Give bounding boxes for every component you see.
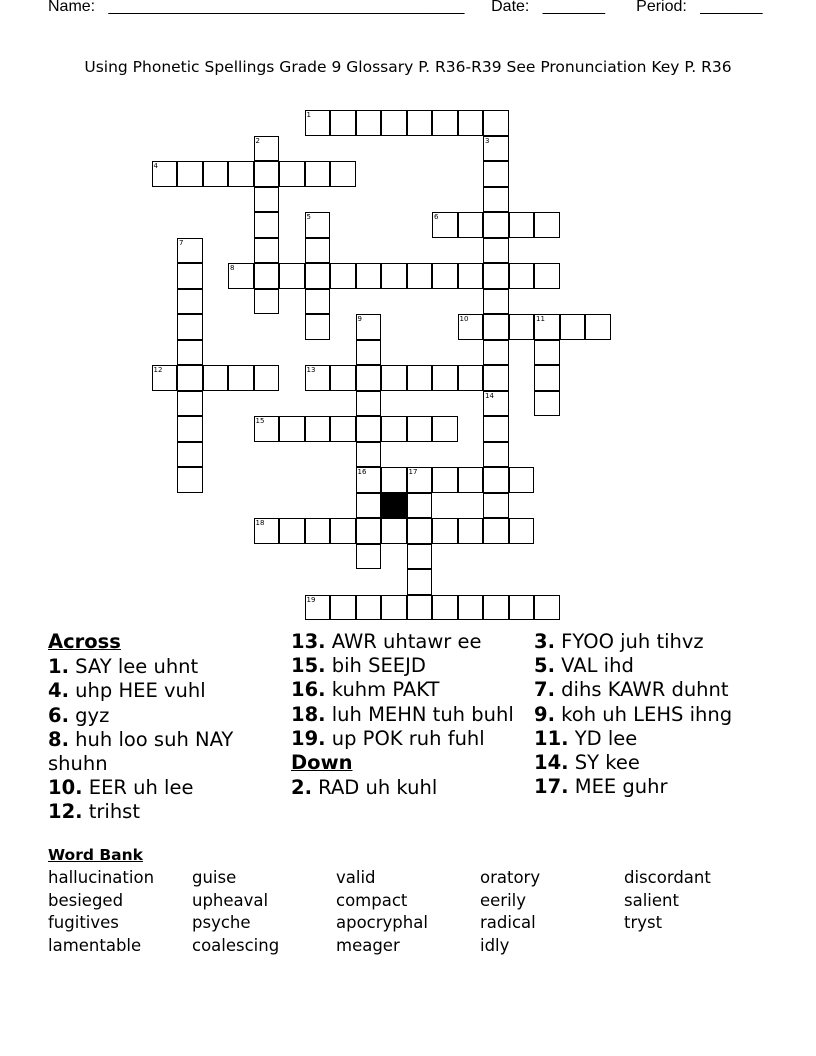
crossword-cell[interactable] bbox=[458, 263, 484, 289]
crossword-cell[interactable] bbox=[305, 289, 331, 315]
crossword-cell[interactable] bbox=[483, 595, 509, 621]
clue-number: 1 bbox=[306, 111, 311, 119]
crossword-cell[interactable] bbox=[254, 161, 280, 187]
word-bank-word: guise bbox=[192, 868, 237, 887]
word-bank-word: oratory bbox=[480, 868, 541, 887]
crossword-cell[interactable] bbox=[407, 467, 433, 493]
crossword-cell[interactable] bbox=[177, 238, 203, 264]
crossword-cell[interactable] bbox=[534, 212, 560, 238]
clue-item-text: YD lee bbox=[568, 726, 638, 750]
clue-item bbox=[291, 678, 527, 702]
crossword-cell[interactable] bbox=[483, 263, 509, 289]
clue-item bbox=[291, 630, 527, 654]
crossword-cell[interactable] bbox=[305, 263, 331, 289]
crossword-cell[interactable] bbox=[254, 238, 280, 264]
clue-item-number: 5. bbox=[534, 654, 555, 678]
clue-item bbox=[534, 654, 804, 678]
clue-number: 16 bbox=[357, 468, 367, 476]
clue-number: 11 bbox=[536, 315, 545, 323]
crossword-cell[interactable] bbox=[509, 467, 535, 493]
crossword-cell[interactable] bbox=[177, 161, 203, 187]
crossword-cell[interactable] bbox=[483, 212, 509, 238]
clue-item-text: huh loo suh NAY shuhn bbox=[48, 727, 234, 776]
clue-item-number: 13. bbox=[291, 630, 326, 653]
clue-item bbox=[291, 776, 527, 800]
word-bank-word: besieged bbox=[48, 890, 124, 910]
word-bank-word: salient bbox=[624, 890, 679, 910]
name-label: Name: bbox=[48, 0, 96, 15]
word-bank-word: discordant bbox=[624, 868, 711, 887]
crossword-cell[interactable] bbox=[305, 416, 331, 442]
word-bank-word: tryst bbox=[624, 913, 663, 933]
crossword-cell[interactable] bbox=[483, 110, 509, 136]
crossword-cell[interactable] bbox=[305, 110, 331, 136]
word-bank-word: valid bbox=[336, 868, 376, 887]
clue-number: 4 bbox=[153, 162, 158, 170]
clue-item-number: 6. bbox=[48, 703, 69, 727]
clue-item bbox=[534, 727, 804, 751]
crossword-cell[interactable] bbox=[381, 595, 407, 621]
clue-item-number: 3. bbox=[534, 630, 555, 653]
crossword-cell[interactable] bbox=[509, 263, 535, 289]
clue-number: 15 bbox=[255, 417, 265, 425]
crossword-cell[interactable] bbox=[483, 365, 509, 391]
crossword-cell[interactable] bbox=[432, 212, 458, 238]
crossword-cell[interactable] bbox=[152, 365, 178, 391]
crossword-cell[interactable] bbox=[407, 493, 433, 519]
crossword-cell[interactable] bbox=[177, 314, 203, 340]
clue-number: 12 bbox=[153, 366, 163, 374]
crossword-cell[interactable] bbox=[254, 289, 280, 315]
crossword-cell[interactable] bbox=[483, 161, 509, 187]
word-bank-word: fugitives bbox=[48, 913, 119, 933]
crossword-cell[interactable] bbox=[279, 416, 305, 442]
crossword-cell[interactable] bbox=[152, 161, 178, 187]
clue-item bbox=[48, 704, 284, 728]
crossword-cell[interactable] bbox=[177, 263, 203, 289]
down-clue-list bbox=[291, 776, 527, 800]
clue-number: 19 bbox=[306, 595, 316, 604]
word-bank-word: radical bbox=[480, 913, 536, 933]
crossword-cell[interactable] bbox=[407, 544, 433, 570]
crossword-cell[interactable] bbox=[458, 314, 484, 340]
clue-number: 7 bbox=[179, 238, 184, 247]
clue-item-number: 18. bbox=[291, 702, 326, 726]
crossword-cell[interactable] bbox=[483, 442, 509, 468]
crossword-cell[interactable] bbox=[458, 365, 484, 391]
crossword-cell[interactable] bbox=[407, 365, 433, 391]
crossword-cell[interactable] bbox=[254, 365, 280, 391]
crossword-cell[interactable] bbox=[458, 595, 484, 621]
word-bank-word: hallucination bbox=[48, 868, 155, 887]
crossword-cell[interactable] bbox=[407, 263, 433, 289]
crossword-cell[interactable] bbox=[330, 263, 356, 289]
crossword-cell[interactable] bbox=[407, 110, 433, 136]
crossword-cell[interactable] bbox=[330, 595, 356, 621]
crossword-cell[interactable] bbox=[228, 161, 254, 187]
clue-item-number: 7. bbox=[534, 678, 555, 702]
clue-item-number: 10. bbox=[48, 776, 83, 800]
crossword-cell[interactable] bbox=[228, 365, 254, 391]
across-heading: Across bbox=[48, 630, 121, 653]
clue-item-text: RAD uh kuhl bbox=[311, 776, 438, 800]
clue-item-text: luh MEHN tuh buhl bbox=[325, 702, 514, 726]
clue-number: 17 bbox=[408, 468, 418, 476]
word-bank-word: upheaval bbox=[192, 890, 269, 910]
clue-item-number: 19. bbox=[291, 726, 326, 750]
crossword-cell[interactable] bbox=[254, 187, 280, 213]
crossword-cell[interactable] bbox=[254, 416, 280, 442]
crossword-cell[interactable] bbox=[509, 212, 535, 238]
crossword-cell[interactable] bbox=[330, 416, 356, 442]
crossword-cell[interactable] bbox=[432, 416, 458, 442]
crossword-cell[interactable] bbox=[458, 212, 484, 238]
clues-column-2 bbox=[291, 630, 527, 800]
crossword-cell[interactable] bbox=[534, 263, 560, 289]
crossword-cell[interactable] bbox=[254, 212, 280, 238]
crossword-cell[interactable] bbox=[305, 212, 331, 238]
clue-item bbox=[534, 630, 804, 654]
crossword-cell[interactable] bbox=[305, 161, 331, 187]
crossword-cell[interactable] bbox=[534, 340, 560, 366]
clue-item bbox=[291, 727, 527, 751]
crossword-cell[interactable] bbox=[509, 518, 535, 544]
clue-number: 13 bbox=[306, 366, 316, 374]
crossword-cell[interactable] bbox=[356, 110, 382, 136]
crossword-cell[interactable] bbox=[177, 467, 203, 493]
crossword-cell[interactable] bbox=[305, 518, 331, 544]
word-bank-word: idly bbox=[480, 935, 510, 955]
word-bank-title: Word Bank bbox=[48, 846, 143, 864]
clue-number: 3 bbox=[485, 136, 490, 145]
crossword-cell[interactable] bbox=[432, 110, 458, 136]
clue-number: 2 bbox=[255, 136, 260, 145]
crossword-cell[interactable] bbox=[483, 187, 509, 213]
clue-item-number: 14. bbox=[534, 751, 569, 775]
clue-item-text: EER uh lee bbox=[82, 776, 194, 800]
clue-item-text: AWR uhtawr ee bbox=[325, 630, 482, 653]
crossword-cell[interactable] bbox=[305, 314, 331, 340]
crossword-cell[interactable] bbox=[356, 314, 382, 340]
crossword-cell[interactable] bbox=[305, 365, 331, 391]
crossword-cell[interactable] bbox=[177, 391, 203, 417]
period-label: Period: bbox=[636, 0, 687, 15]
clues-column-3 bbox=[534, 630, 804, 799]
clue-item-text: MEE guhr bbox=[568, 775, 668, 799]
crossword-cell[interactable] bbox=[560, 314, 586, 340]
crossword-cell[interactable] bbox=[534, 314, 560, 340]
crossword-cell[interactable] bbox=[381, 263, 407, 289]
crossword-cell[interactable] bbox=[228, 263, 254, 289]
crossword-cell[interactable] bbox=[356, 595, 382, 621]
crossword-cell[interactable] bbox=[356, 340, 382, 366]
clues-column-1 bbox=[48, 630, 284, 825]
crossword-cell[interactable] bbox=[356, 365, 382, 391]
crossword-cell[interactable] bbox=[381, 110, 407, 136]
crossword-cell[interactable] bbox=[330, 518, 356, 544]
crossword-cell[interactable] bbox=[483, 416, 509, 442]
clue-item bbox=[291, 654, 527, 678]
crossword-cell[interactable] bbox=[254, 263, 280, 289]
crossword-cell[interactable] bbox=[356, 442, 382, 468]
crossword-cell[interactable] bbox=[356, 493, 382, 519]
crossword-cell[interactable] bbox=[585, 314, 611, 340]
date-line[interactable]: _______ bbox=[542, 0, 606, 15]
crossword-cell[interactable] bbox=[458, 110, 484, 136]
clue-number: 14 bbox=[485, 391, 494, 400]
period-line[interactable]: _______ bbox=[700, 0, 763, 15]
crossword-cell[interactable] bbox=[534, 391, 560, 417]
crossword-cell[interactable] bbox=[483, 238, 509, 264]
clue-item-number: 9. bbox=[534, 702, 555, 726]
word-bank-word: compact bbox=[336, 890, 408, 910]
clue-item bbox=[534, 703, 804, 727]
crossword-cell[interactable] bbox=[381, 518, 407, 544]
clue-item-number: 1. bbox=[48, 655, 69, 679]
clue-item-number: 2. bbox=[291, 776, 312, 800]
crossword-cell[interactable] bbox=[356, 544, 382, 570]
crossword-cell[interactable] bbox=[177, 289, 203, 315]
across-clue-list-continued bbox=[291, 630, 527, 751]
crossword-cell[interactable] bbox=[432, 263, 458, 289]
crossword-cell[interactable] bbox=[330, 365, 356, 391]
word-bank-word: lamentable bbox=[48, 935, 142, 955]
crossword-cell[interactable] bbox=[509, 595, 535, 621]
crossword-cell[interactable] bbox=[407, 569, 433, 595]
clue-item-text: VAL ihd bbox=[554, 654, 634, 678]
clue-item-text: gyz bbox=[68, 703, 110, 727]
clue-number: 9 bbox=[357, 315, 362, 323]
clue-item-text: SY kee bbox=[568, 751, 640, 775]
clue-item bbox=[48, 655, 284, 679]
crossword-cell[interactable] bbox=[279, 263, 305, 289]
word-bank-word: coalescing bbox=[192, 935, 280, 955]
clue-item bbox=[48, 776, 284, 800]
clue-item-text: uhp HEE vuhl bbox=[68, 679, 206, 703]
clue-item-text: up POK ruh fuhl bbox=[325, 726, 485, 750]
clue-item-number: 8. bbox=[48, 727, 69, 751]
crossword-cell[interactable] bbox=[254, 136, 280, 162]
clue-number: 10 bbox=[459, 315, 469, 323]
clue-item-number: 15. bbox=[291, 654, 326, 678]
crossword-cell[interactable] bbox=[254, 518, 280, 544]
crossword-cell[interactable] bbox=[381, 416, 407, 442]
clue-number: 18 bbox=[255, 519, 265, 527]
word-bank-word: meager bbox=[336, 935, 400, 955]
clue-item-text: trihst bbox=[82, 800, 140, 824]
crossword-cell[interactable] bbox=[330, 110, 356, 136]
clue-item-text: SAY lee uhnt bbox=[68, 655, 199, 679]
crossword-cell[interactable] bbox=[432, 518, 458, 544]
clue-item-number: 4. bbox=[48, 679, 69, 703]
clue-item bbox=[534, 775, 804, 799]
crossword-cell[interactable] bbox=[177, 365, 203, 391]
crossword-cell[interactable] bbox=[432, 467, 458, 493]
clue-item bbox=[48, 679, 284, 703]
crossword-cell[interactable] bbox=[483, 136, 509, 162]
crossword-cell[interactable] bbox=[432, 595, 458, 621]
crossword-cell[interactable] bbox=[381, 365, 407, 391]
crossword-cell[interactable] bbox=[432, 365, 458, 391]
crossword-cell[interactable] bbox=[305, 595, 331, 621]
crossword-cell[interactable] bbox=[458, 518, 484, 544]
crossword-cell[interactable] bbox=[177, 442, 203, 468]
clue-item bbox=[534, 678, 804, 702]
crossword-cell[interactable] bbox=[279, 161, 305, 187]
crossword-cell[interactable] bbox=[509, 314, 535, 340]
crossword-cell[interactable] bbox=[483, 493, 509, 519]
clue-item-text: FYOO juh tihvz bbox=[554, 630, 704, 653]
black-cell bbox=[381, 493, 407, 519]
clue-number: 8 bbox=[230, 264, 235, 272]
crossword-cell[interactable] bbox=[483, 289, 509, 315]
crossword-cell[interactable] bbox=[356, 518, 382, 544]
down-heading: Down bbox=[291, 751, 353, 775]
crossword-cell[interactable] bbox=[483, 467, 509, 493]
word-bank-word: eerily bbox=[480, 890, 527, 910]
clue-number: 5 bbox=[306, 213, 311, 221]
clue-item-text: kuhm PAKT bbox=[325, 678, 440, 702]
crossword-cell[interactable] bbox=[407, 416, 433, 442]
crossword-cell[interactable] bbox=[458, 467, 484, 493]
clue-item-number: 16. bbox=[291, 678, 326, 702]
crossword-cell[interactable] bbox=[483, 340, 509, 366]
crossword-cell[interactable] bbox=[534, 595, 560, 621]
clue-item bbox=[534, 751, 804, 775]
crossword-cell[interactable] bbox=[483, 314, 509, 340]
date-label: Date: bbox=[491, 0, 530, 15]
crossword-cell[interactable] bbox=[177, 416, 203, 442]
crossword-cell[interactable] bbox=[305, 238, 331, 264]
crossword-cell[interactable] bbox=[356, 467, 382, 493]
clue-item bbox=[48, 728, 284, 776]
crossword-cell[interactable] bbox=[356, 263, 382, 289]
crossword-cell[interactable] bbox=[330, 161, 356, 187]
across-clue-list bbox=[48, 655, 284, 824]
clue-item-number: 12. bbox=[48, 800, 83, 824]
clue-item-text: koh uh LEHS ihng bbox=[554, 702, 733, 726]
crossword-cell[interactable] bbox=[279, 518, 305, 544]
page-title: Using Phonetic Spellings Grade 9 Glossary P. R36-R39 See Pronunciation Key P. R36 bbox=[84, 58, 732, 76]
clue-item-text: bih SEEJD bbox=[325, 654, 426, 678]
crossword-cell[interactable] bbox=[483, 391, 509, 417]
crossword-cell[interactable] bbox=[407, 518, 433, 544]
clue-item-number: 17. bbox=[534, 775, 569, 799]
clue-number: 6 bbox=[434, 213, 439, 221]
clue-item bbox=[291, 703, 527, 727]
crossword-cell[interactable] bbox=[483, 518, 509, 544]
crossword-cell[interactable] bbox=[356, 391, 382, 417]
crossword-cell[interactable] bbox=[407, 595, 433, 621]
name-line[interactable]: ________________________________________ bbox=[108, 0, 465, 15]
crossword-cell[interactable] bbox=[356, 416, 382, 442]
clue-item-number: 11. bbox=[534, 726, 569, 750]
word-bank-word: apocryphal bbox=[336, 913, 428, 933]
clue-item bbox=[48, 800, 284, 824]
crossword-cell[interactable] bbox=[203, 161, 229, 187]
word-bank-word: psyche bbox=[192, 913, 251, 933]
crossword-cell[interactable] bbox=[381, 467, 407, 493]
crossword-cell[interactable] bbox=[203, 365, 229, 391]
down-clue-list-continued bbox=[534, 630, 804, 799]
crossword-cell[interactable] bbox=[177, 340, 203, 366]
clue-item-text: dihs KAWR duhnt bbox=[554, 678, 729, 702]
crossword-cell[interactable] bbox=[534, 365, 560, 391]
